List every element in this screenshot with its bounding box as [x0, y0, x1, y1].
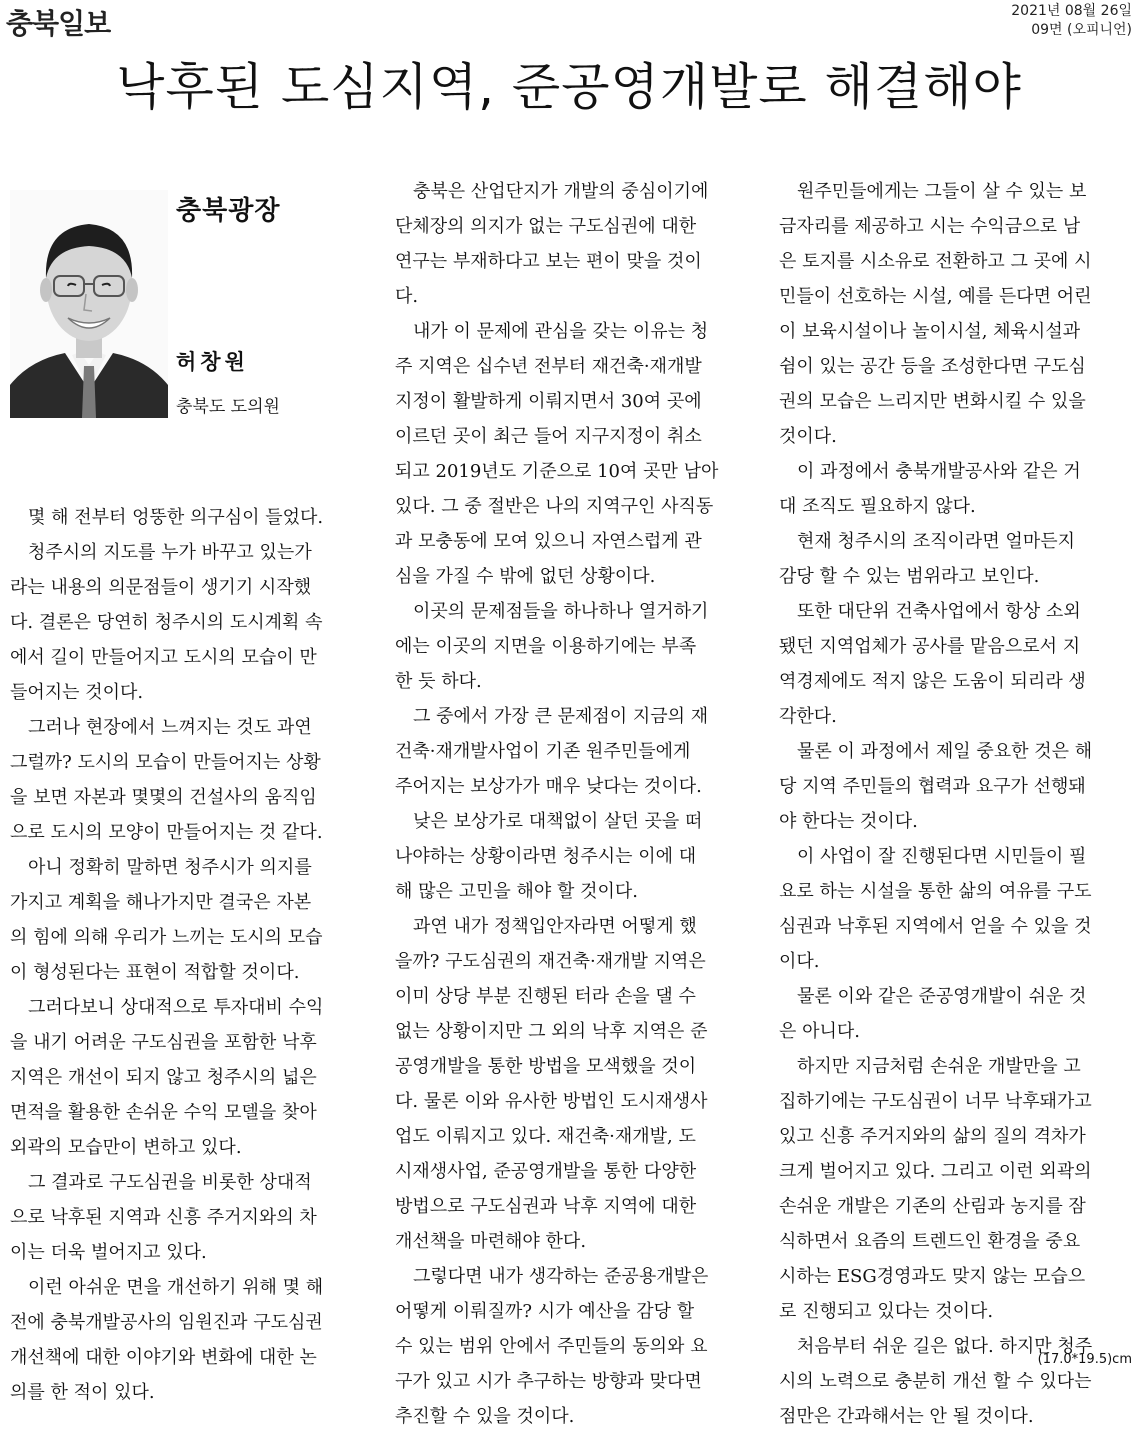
paragraph: 낮은 보상가로 대책없이 살던 곳을 떠 나야하는 상황이라면 청주시는 이에 대 해 많은 고민을 해야 할 것이다. [395, 811, 703, 902]
paragraph: 몇 해 전부터 엉뚱한 의구심이 들었다. [28, 507, 324, 528]
paragraph: 청주시의 지도를 누가 바꾸고 있는가 라는 내용의 의문점들이 생기기 시작했 다. 결론은 당연히 청주시의 도시계획 속 에서 길이 만들어지고 도시의 모습이 만 들어지는 것이다. [10, 542, 323, 703]
paragraph: 물론 이와 같은 준공영개발이 쉬운 것 은 아니다. [779, 986, 1087, 1042]
headline: 낙후된 도심지역, 준공영개발로 해결해야 [116, 58, 1022, 116]
dateline [1011, 2, 1132, 40]
paragraph: 이런 아쉬운 면을 개선하기 위해 몇 해 전에 충북개발공사의 임원진과 구도심권 개선책에 대한 이야기와 변화에 대한 논 의를 한 적이 있다. [10, 1277, 324, 1403]
paragraph: 내가 이 문제에 관심을 갖는 이유는 청 주 지역은 십수년 전부터 재건축·재개발 지정이 활발하게 이뤄지면서 30여 곳에 이르던 곳이 최근 들어 지구지정이 취소 되고 2019년도 기준으로 10여 곳만 남아 있다. 그 중 절반은 나의 지역구인 사직동 과 모충동에 모여 있으니 자연스럽게 관 심을 가질 수 밖에 없던 상황이다. [395, 321, 719, 587]
page-section: 09면 (오피니언) [1031, 22, 1132, 38]
author-title: 충북도 도의원 [176, 397, 280, 417]
newspaper-name: 충북일보 [6, 7, 111, 40]
paragraph: 이곳의 문제점들을 하나하나 열거하기 에는 이곳의 지면을 이용하기에는 부족 한 듯 하다. [395, 601, 709, 692]
paragraph: 이 과정에서 충북개발공사와 같은 거 대 조직도 필요하지 않다. [779, 461, 1081, 517]
paragraph: 처음부터 쉬운 길은 없다. 하지만 청주 시의 노력으로 충분히 개선 할 수 있다는 점만은 간과해서는 안 될 것이다. [779, 1336, 1093, 1427]
paragraph: 이 사업이 잘 진행된다면 시민들이 필 요로 하는 시설을 통한 삶의 여유를 구도 심권과 낙후된 지역에서 얻을 수 있을 것 이다. [779, 846, 1092, 972]
paragraph: 아니 정확히 말하면 청주시가 의지를 가지고 계획을 해나가지만 결국은 자본 의 힘에 의해 우리가 느끼는 도시의 모습 이 형성된다는 표현이 적합할 것이다. [10, 857, 323, 983]
paragraph: 원주민들에게는 그들이 살 수 있는 보 금자리를 제공하고 시는 수익금으로 남 은 토지를 시소유로 전환하고 그 곳에 시 민들이 선호하는 시설, 예를 든다면 어린 이 보육시설이나 놀이시설, 체육시설과 쉼이 있는 공간 등을 조성한다면 구도심 권의 모습은 느리지만 변화시킬 수 있을 것이다. [779, 181, 1092, 447]
paragraph: 그 결과로 구도심권을 비롯한 상대적 으로 낙후된 지역과 신흥 주거지와의 차 이는 더욱 벌어지고 있다. [10, 1172, 317, 1263]
paragraph: 과연 내가 정책입안자라면 어떻게 했 을까? 구도심권의 재건축·재개발 지역은 이미 상당 부분 진행된 터라 손을 댈 수 없는 상황이지만 그 외의 낙후 지역은 준 공영개발을 통한 방법을 모색했을 것이 다. 물론 이와 유사한 방법인 도시재생사 업도 이뤄지고 있다. 재건축·재개발, 도 시재생사업, 준공영개발을 통한 다양한 방법으로 구도심권과 낙후 지역에 대한 개선책을 마련해야 한다. [395, 916, 708, 1252]
publication-date: 2021년 08월 26일 [1011, 3, 1132, 19]
column-title: 충북광장 [176, 196, 281, 226]
author-name: 허창원 [176, 350, 249, 374]
article-column-2 [395, 174, 745, 1434]
size-note: (17.0*19.5)cm [1037, 1352, 1132, 1367]
paragraph: 하지만 지금처럼 손쉬운 개발만을 고 집하기에는 구도심권이 너무 낙후돼가고 있고 신흥 주거지와의 삶의 질의 격차가 크게 벌어지고 있다. 그리고 이런 외곽의 손쉬운 개발은 기존의 산림과 농지를 잠 식하면서 요즘의 트렌드인 환경을 중요 시하는 ESG경영과도 맞지 않는 모습으 로 진행되고 있다는 것이다. [779, 1056, 1092, 1322]
article-column-1 [10, 500, 360, 1410]
paragraph: 물론 이 과정에서 제일 중요한 것은 해 당 지역 주민들의 협력과 요구가 선행돼 야 한다는 것이다. [779, 741, 1093, 832]
paragraph: 충북은 산업단지가 개발의 중심이기에 단체장의 의지가 없는 구도심권에 대한 연구는 부재하다고 보는 편이 맞을 것이 다. [395, 181, 709, 307]
paragraph: 현재 청주시의 조직이라면 얼마든지 감당 할 수 있는 범위라고 보인다. [779, 531, 1075, 587]
paragraph: 그 중에서 가장 큰 문제점이 지금의 재 건축·재개발사업이 기존 원주민들에게 주어지는 보상가가 매우 낮다는 것이다. [395, 706, 709, 797]
article-column-3 [779, 174, 1129, 1434]
paragraph: 그러다보니 상대적으로 투자대비 수익 을 내기 어려운 구도심권을 포함한 낙후 지역은 개선이 되지 않고 청주시의 넓은 면적을 활용한 손쉬운 수익 모델을 찾아 외곽의 모습만이 변하고 있다. [10, 997, 324, 1158]
paragraph: 그러나 현장에서 느껴지는 것도 과연 그럴까? 도시의 모습이 만들어지는 상황 을 보면 자본과 몇몇의 건설사의 움직임 으로 도시의 모양이 만들어지는 것 같다. [10, 717, 323, 843]
paragraph: 또한 대단위 건축사업에서 항상 소외 됐던 지역업체가 공사를 맡음으로서 지 역경제에도 적지 않은 도움이 되리라 생 각한다. [779, 601, 1086, 727]
author-photo [10, 190, 168, 418]
paragraph: 그렇다면 내가 생각하는 준공용개발은 어떻게 이뤄질까? 시가 예산을 감당 할 수 있는 범위 안에서 주민들의 동의와 요 구가 있고 시가 추구하는 방향과 맞다면 추진할 수 있을 것이다. [395, 1266, 709, 1427]
